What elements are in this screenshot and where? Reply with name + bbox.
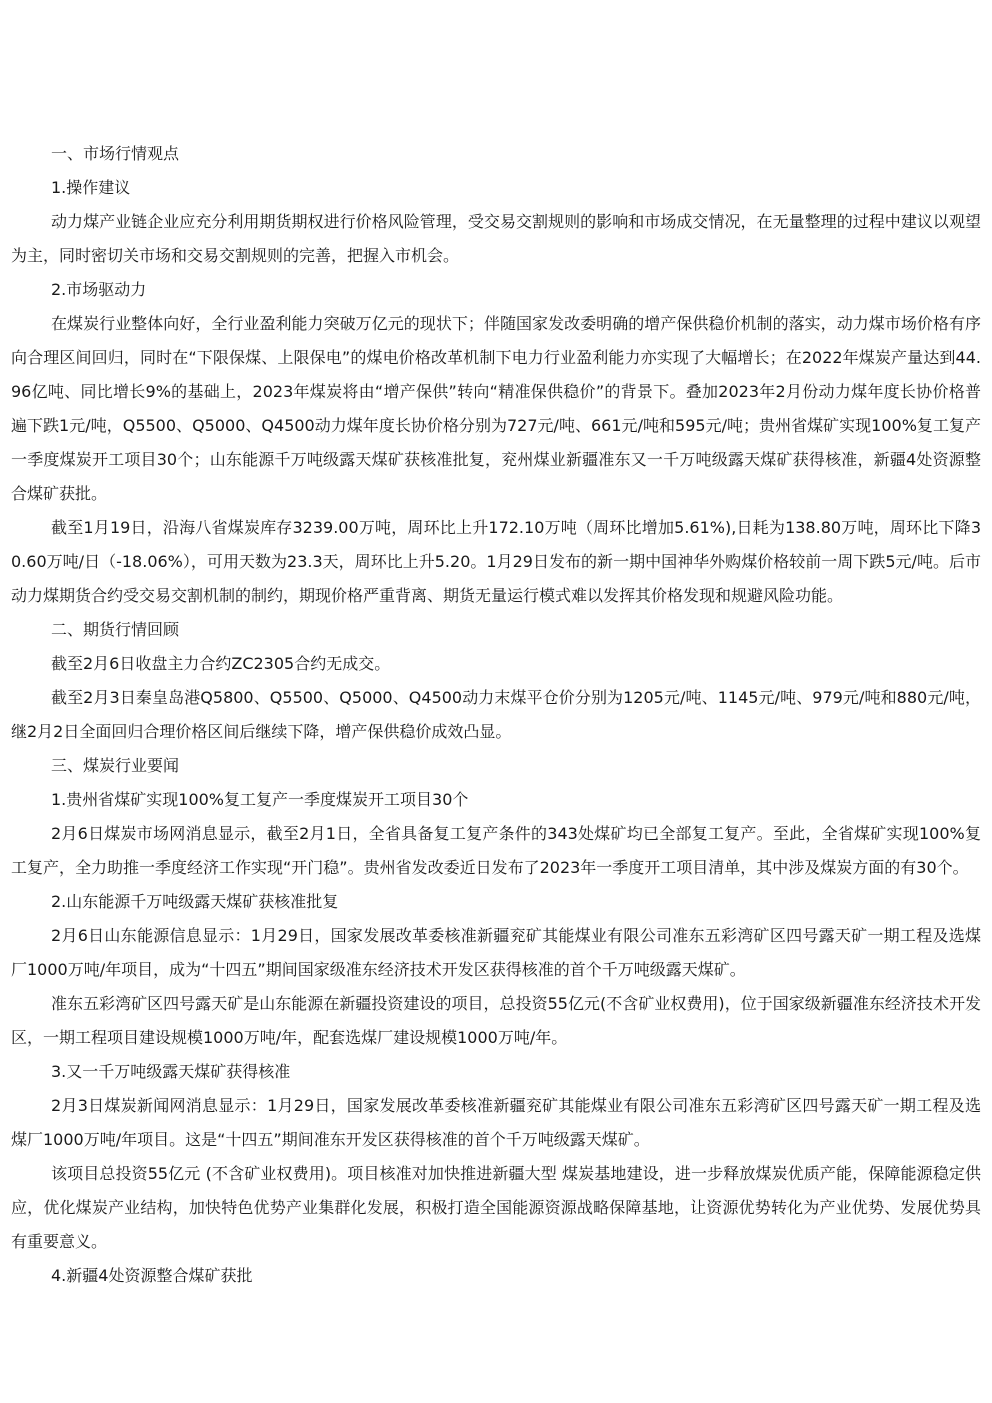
paragraph-news-3-2: 该项目总投资55亿元 (不含矿业权费用)。项目核准对加快推进新疆大型 煤炭基地建设，进一步释放煤炭优质产能，保障能源稳定供应，优化煤炭产业结构，加快特色优势产业集群化发展，积极打造全国能源资源战略保障基地，让资源优势转化为产业优势、发展优势具有重要意义。 xyxy=(11,1164,981,1251)
paragraph-market-drivers-1: 在煤炭行业整体向好，全行业盈利能力突破万亿元的现状下；伴随国家发改委明确的增产保供稳价机制的落实，动力煤市场价格有序向合理区间回归，同时在“下限保煤、上限保电”的煤电价格改革机制下电力行业盈利能力亦实现了大幅增长；在2022年煤炭产量达到44.96亿吨、同比增长9%的基础上，2023年煤炭将由“增产保供”转向“精准保供稳价”的背景下。叠加2023年2月份动力煤年度长协价格普遍下跌1元/吨，Q5500、Q5000、Q4500动力煤年度长协价格分别为727元/吨、661元/吨和595元/吨；贵州省煤矿实现100%复工复产一季度煤炭开工项目30个；山东能源千万吨级露天煤矿获核准批复，兖州煤业新疆准东又一千万吨级露天煤矿获得核准，新疆4处资源整合煤矿获批。 xyxy=(11,314,981,503)
subheading-operation-advice: 1.操作建议 xyxy=(51,178,131,197)
section-heading-market-view: 一、市场行情观点 xyxy=(51,144,180,163)
paragraph-market-drivers-2: 截至1月19日，沿海八省煤炭库存3239.00万吨，周环比上升172.10万吨（周环比增加5.61%),日耗为138.80万吨，周环比下降30.60万吨/日（-18.06%），可用天数为23.3天，周环比上升5.20。1月29日发布的新一期中国神华外购煤价格较前一周下跌5元/吨。后市动力煤期货合约受交易交割机制的制约，期现价格严重背离、期货无量运行模式难以发挥其价格发现和规避风险功能。 xyxy=(11,518,981,605)
news-heading-3: 3.又一千万吨级露天煤矿获得核准 xyxy=(51,1062,291,1081)
section-heading-industry-news: 三、煤炭行业要闻 xyxy=(51,756,180,775)
paragraph-news-2-1: 2月6日山东能源信息显示：1月29日，国家发展改革委核准新疆兖矿其能煤业有限公司准东五彩湾矿区四号露天矿一期工程及选煤厂1000万吨/年项目，成为“十四五”期间国家级准东经济技术开发区获得核准的首个千万吨级露天煤矿。 xyxy=(11,926,981,979)
paragraph-news-1: 2月6日煤炭市场网消息显示，截至2月1日，全省具备复工复产条件的343处煤矿均已全部复工复产。至此，全省煤矿实现100%复工复产，全力助推一季度经济工作实现“开门稳”。贵州省发改委近日发布了2023年一季度开工项目清单，其中涉及煤炭方面的有30个。 xyxy=(11,824,981,877)
paragraph-news-2-2: 准东五彩湾矿区四号露天矿是山东能源在新疆投资建设的项目，总投资55亿元(不含矿业权费用)，位于国家级新疆准东经济技术开发区，一期工程项目建设规模1000万吨/年，配套选煤厂建设规模1000万吨/年。 xyxy=(11,994,981,1047)
section-heading-futures-review: 二、期货行情回顾 xyxy=(51,620,180,639)
paragraph-operation-advice: 动力煤产业链企业应充分利用期货期权进行价格风险管理，受交易交割规则的影响和市场成交情况，在无量整理的过程中建议以观望为主，同时密切关市场和交易交割规则的完善，把握入市机会。 xyxy=(11,212,981,265)
paragraph-futures-review-1: 截至2月6日收盘主力合约ZC2305合约无成交。 xyxy=(51,654,391,673)
paragraph-futures-review-2: 截至2月3日秦皇岛港Q5800、Q5500、Q5000、Q4500动力末煤平仓价分别为1205元/吨、1145元/吨、979元/吨和880元/吨，继2月2日全面回归合理价格区间后继续下降，增产保供稳价成效凸显。 xyxy=(11,688,981,741)
paragraph-news-3-1: 2月3日煤炭新闻网消息显示：1月29日，国家发展改革委核准新疆兖矿其能煤业有限公司准东五彩湾矿区四号露天矿一期工程及选煤厂1000万吨/年项目。这是“十四五”期间准东开发区获得核准的首个千万吨级露天煤矿。 xyxy=(11,1096,981,1149)
news-heading-2: 2.山东能源千万吨级露天煤矿获核准批复 xyxy=(51,892,339,911)
news-heading-1: 1.贵州省煤矿实现100%复工复产一季度煤炭开工项目30个 xyxy=(51,790,469,809)
news-heading-4: 4.新疆4处资源整合煤矿获批 xyxy=(51,1266,253,1285)
subheading-market-drivers: 2.市场驱动力 xyxy=(51,280,147,299)
